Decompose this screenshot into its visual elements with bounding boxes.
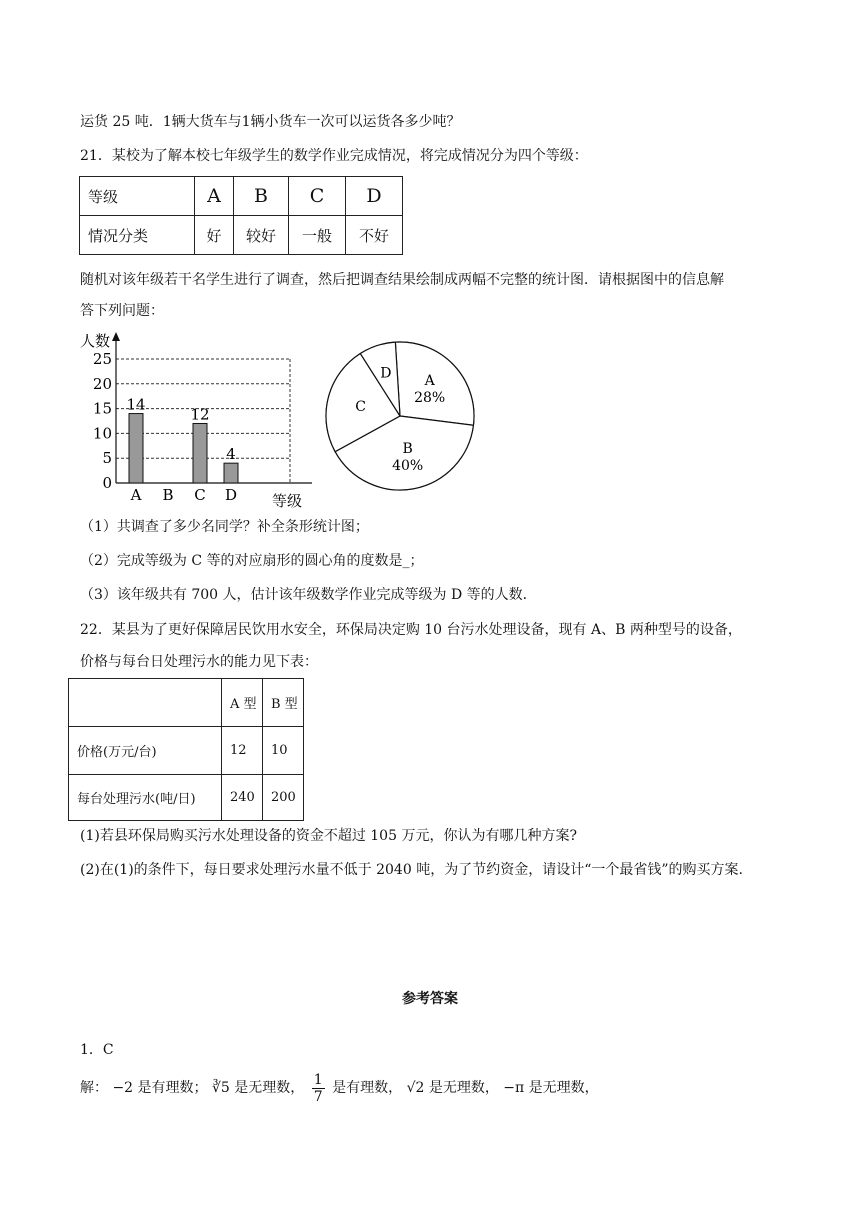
table-cell: 等级 <box>80 177 195 216</box>
q21-part2: （2）完成等级为 C 等的对应扇形的圆心角的度数是_； <box>80 553 424 569</box>
table-cell: 较好 <box>234 216 289 255</box>
bar <box>129 414 143 483</box>
solution-part: 是有理数， <box>332 1080 403 1096</box>
table-row <box>80 216 403 255</box>
table-row <box>80 177 403 216</box>
bar-value-label: 14 <box>126 395 146 414</box>
table-cell <box>69 679 222 727</box>
x-tick-label: D <box>224 486 238 504</box>
equipment-table <box>68 678 304 821</box>
bar-chart <box>76 326 316 512</box>
square-root-expression: √2 <box>406 1080 425 1096</box>
x-tick-label: C <box>194 486 206 504</box>
table-cell: A 型 <box>222 679 263 727</box>
table-cell: 240 <box>222 775 263 821</box>
pie-slice-label: A <box>424 373 435 390</box>
table-cell: 200 <box>263 775 304 821</box>
q21-part1: （1）共调查了多少名同学？补全条形统计图； <box>80 519 369 535</box>
bar <box>224 463 238 483</box>
pie-slice-label: C <box>355 398 366 415</box>
solution-prefix: 解： <box>80 1080 108 1096</box>
grade-table <box>79 176 403 255</box>
table-cell: 不好 <box>346 216 403 255</box>
table-cell: 好 <box>195 216 234 255</box>
table-cell: B 型 <box>263 679 304 727</box>
fraction-numerator: 1 <box>313 1071 323 1088</box>
q22-intro-cont: 价格与每台日处理污水的能力见下表： <box>80 654 318 670</box>
table-row <box>69 727 304 775</box>
x-tick-label: B <box>162 486 174 504</box>
q22-part1: (1)若县环保局购买污水处理设备的资金不超过 105 万元，你认为有哪几种方案? <box>80 828 577 844</box>
table-cell: 一般 <box>289 216 346 255</box>
y-axis-label: 人数 <box>80 332 111 350</box>
q21-part3: （3）该年级共有 700 人，估计该年级数学作业完成等级为 D 等的人数． <box>80 587 537 603</box>
solution-part: 是无理数， <box>428 1080 499 1096</box>
pie-slice-label: D <box>380 365 392 382</box>
y-tick-label: 20 <box>92 374 112 393</box>
pie-slice-percent: 40% <box>392 457 424 474</box>
pie-chart <box>320 336 480 496</box>
table-cell: 10 <box>263 727 304 775</box>
fraction <box>312 1072 325 1105</box>
y-tick-label: 0 <box>102 474 112 492</box>
table-cell: D <box>346 177 403 216</box>
q21-description-cont: 答下列问题： <box>80 303 164 319</box>
answers-title: 参考答案 <box>402 991 458 1007</box>
q21-description: 随机对该年级若干名学生进行了调查，然后把调查结果绘制成两幅不完整的统计图．请根据图中的信息解 <box>80 272 724 288</box>
pie-slice-percent: 28% <box>414 390 446 407</box>
answer-1: 1．C <box>80 1042 114 1058</box>
solution-line <box>80 1070 599 1106</box>
cube-root-expression: ∛5 <box>212 1080 230 1096</box>
x-tick-label: A <box>130 486 142 504</box>
bar-value-label: 4 <box>226 445 236 464</box>
table-cell: A <box>195 177 234 216</box>
fraction-denominator: 7 <box>313 1088 323 1105</box>
table-cell: 情况分类 <box>80 216 195 255</box>
table-row <box>69 679 304 727</box>
table-cell: 每台处理污水(吨/日) <box>69 775 222 821</box>
bar <box>193 423 207 483</box>
table-cell: B <box>234 177 289 216</box>
q22-part2: (2)在(1)的条件下，每日要求处理污水量不低于 2040 吨，为了节约资金，请设计“一个最省钱”的购买方案. <box>80 862 743 878</box>
table-row <box>69 775 304 821</box>
table-cell: C <box>289 177 346 216</box>
table-cell: 价格(万元/台) <box>69 727 222 775</box>
solution-part: −π 是无理数， <box>503 1080 599 1096</box>
y-tick-label: 5 <box>102 449 112 468</box>
y-tick-label: 25 <box>92 350 112 368</box>
y-axis-arrow <box>112 332 120 341</box>
table-cell: 12 <box>222 727 263 775</box>
q21-intro: 21．某校为了解本校七年级学生的数学作业完成情况，将完成情况分为四个等级： <box>80 148 588 164</box>
solution-part: −2 是有理数； <box>112 1080 208 1096</box>
previous-question-tail: 运货 25 吨．1辆大货车与1辆小货车一次可以运货各多少吨？ <box>80 114 461 130</box>
bar-value-label: 12 <box>190 405 210 424</box>
y-tick-label: 10 <box>92 424 112 443</box>
pie-slice-label: B <box>402 440 413 457</box>
q22-intro: 22．某县为了更好保障居民饮用水安全，环保局决定购 10 台污水处理设备，现有 A、B 两种型号的设备， <box>80 622 742 638</box>
x-axis-label: 等级 <box>272 492 303 510</box>
y-tick-label: 15 <box>92 399 112 418</box>
solution-part: 是无理数， <box>234 1080 305 1096</box>
